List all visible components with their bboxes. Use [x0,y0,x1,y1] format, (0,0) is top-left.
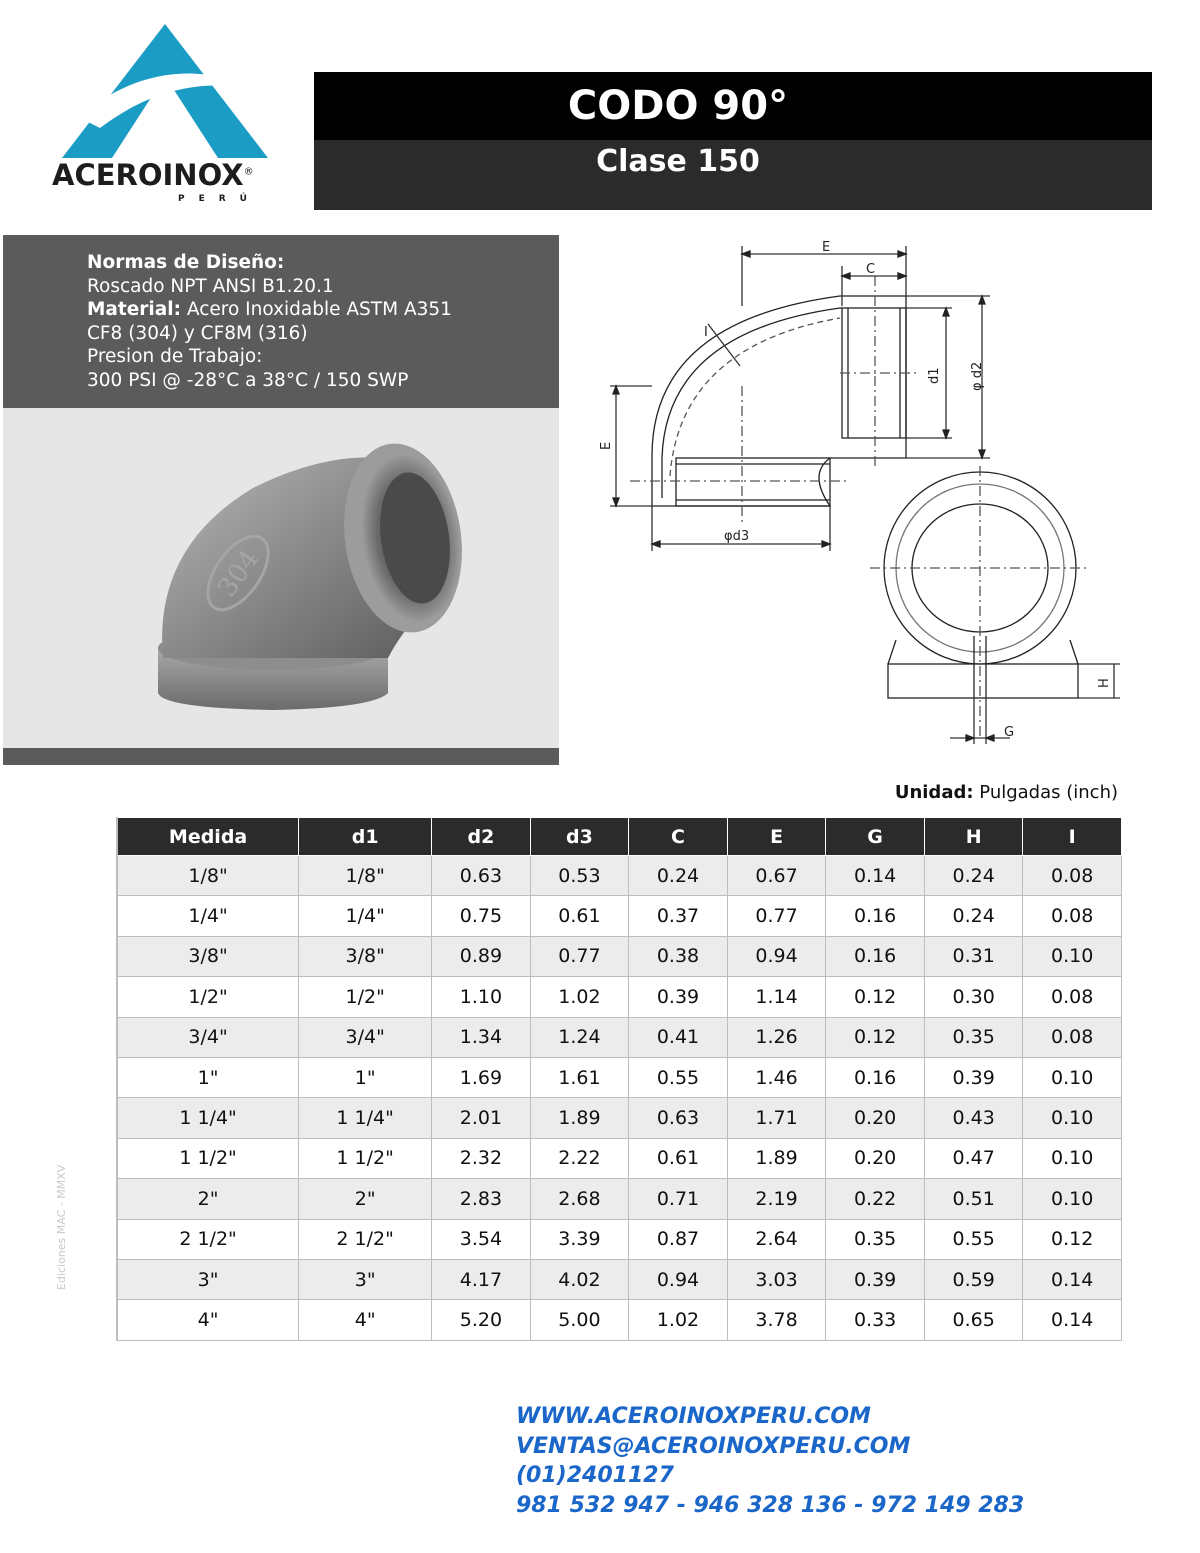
table-cell: 0.43 [924,1098,1023,1138]
page-subtitle: Clase 150 [596,144,760,179]
table-cell: 1 1/4" [299,1098,432,1138]
watermark: Ediciones MAC - MMXV [55,1164,68,1290]
table-cell: 0.10 [1023,1179,1122,1219]
table-cell: 1 1/4" [117,1098,299,1138]
table-cell: 1.69 [432,1057,531,1097]
col-d1: d1 [299,818,432,856]
table-cell: 0.37 [629,896,728,936]
table-row [117,1138,1122,1178]
elbow-fitting-image [3,408,559,748]
material-label: Material: [87,299,181,320]
table-cell: 1.34 [432,1017,531,1057]
table-cell: 0.39 [826,1259,925,1299]
table-cell: 5.00 [530,1300,629,1340]
dim-d3-label: φd3 [724,529,750,544]
norms-label: Normas de Diseño: [87,252,285,273]
table-cell: 0.30 [924,977,1023,1017]
table-cell: 1.46 [727,1057,826,1097]
table-cell: 1/4" [117,896,299,936]
col-g: G [826,818,925,856]
table-cell: 0.77 [530,936,629,976]
table-cell: 0.10 [1023,936,1122,976]
table-cell: 1.89 [727,1138,826,1178]
table-cell: 0.22 [826,1179,925,1219]
technical-drawing [590,236,1150,751]
table-cell: 1.89 [530,1098,629,1138]
table-cell: 2.32 [432,1138,531,1178]
table-cell: 3.39 [530,1219,629,1259]
aceroinox-logo [40,18,290,208]
table-cell: 0.38 [629,936,728,976]
table-cell: 1.02 [530,977,629,1017]
table-row [117,1179,1122,1219]
table-cell: 1 1/2" [299,1138,432,1178]
table-cell: 3" [299,1259,432,1299]
table-cell: 0.14 [826,856,925,896]
table-cell: 0.94 [629,1259,728,1299]
specs-box [3,235,559,408]
norms-value: Roscado NPT ANSI B1.20.1 [87,275,334,297]
table-cell: 2.64 [727,1219,826,1259]
col-h: H [924,818,1023,856]
table-cell: 0.10 [1023,1098,1122,1138]
header-bar [314,72,1152,210]
table-cell: 4.17 [432,1259,531,1299]
table-row [117,1300,1122,1340]
table-cell: 0.08 [1023,896,1122,936]
dim-C-label: C [866,262,876,277]
col-d2: d2 [432,818,531,856]
table-cell: 1.14 [727,977,826,1017]
table-cell: 0.89 [432,936,531,976]
table-cell: 0.33 [826,1300,925,1340]
table-cell: 0.35 [924,1017,1023,1057]
table-cell: 3" [117,1259,299,1299]
table-cell: 0.12 [1023,1219,1122,1259]
table-cell: 0.20 [826,1138,925,1178]
table-cell: 0.77 [727,896,826,936]
col-e: E [727,818,826,856]
table-cell: 0.31 [924,936,1023,976]
dim-d2-label: φ d2 [970,361,985,391]
unit-value: Pulgadas (inch) [979,782,1118,803]
table-cell: 2 1/2" [299,1219,432,1259]
stamp-text: 304 [212,544,266,603]
dim-d1-label: d1 [927,367,942,384]
table-cell: 4.02 [530,1259,629,1299]
table-cell: 1 1/2" [117,1138,299,1178]
header-title-strip [314,72,1152,140]
table-cell: 0.08 [1023,856,1122,896]
table-cell: 2" [117,1179,299,1219]
table-cell: 0.87 [629,1219,728,1259]
table-cell: 2.83 [432,1179,531,1219]
table-cell: 0.59 [924,1259,1023,1299]
table-cell: 0.14 [1023,1300,1122,1340]
table-cell: 0.61 [530,896,629,936]
table-cell: 0.51 [924,1179,1023,1219]
pressure-label: Presion de Trabajo: [87,346,263,367]
table-cell: 0.41 [629,1017,728,1057]
mobile-numbers: 981 532 947 - 946 328 136 - 972 149 283 [516,1492,1025,1518]
website-link[interactable]: WWW.ACEROINOXPERU.COM [516,1404,871,1429]
table-cell: 1.61 [530,1057,629,1097]
table-cell: 5.20 [432,1300,531,1340]
table-cell: 3.03 [727,1259,826,1299]
table-cell: 0.24 [924,856,1023,896]
product-photo [3,408,559,748]
table-cell: 1" [117,1057,299,1097]
table-cell: 0.16 [826,936,925,976]
table-row [117,1057,1122,1097]
table-cell: 0.24 [924,896,1023,936]
dim-E-side-label: E [599,441,614,450]
material-value-2: CF8 (304) y CF8M (316) [87,322,308,344]
table-cell: 2" [299,1179,432,1219]
col-medida: Medida [117,818,299,856]
table-cell: 2 1/2" [117,1219,299,1259]
table-cell: 4" [299,1300,432,1340]
table-cell: 3.78 [727,1300,826,1340]
table-cell: 0.47 [924,1138,1023,1178]
dim-H-label: H [1097,678,1112,688]
table-cell: 1.24 [530,1017,629,1057]
dim-E-top-label: E [822,240,831,255]
unit-label: Unidad: [894,782,974,803]
table-cell: 0.12 [826,1017,925,1057]
table-cell: 0.10 [1023,1057,1122,1097]
col-d3: d3 [530,818,629,856]
table-cell: 0.08 [1023,1017,1122,1057]
table-cell: 2.22 [530,1138,629,1178]
table-row [117,856,1122,896]
table-cell: 1/2" [117,977,299,1017]
table-cell: 0.55 [629,1057,728,1097]
table-cell: 1.71 [727,1098,826,1138]
table-cell: 0.39 [629,977,728,1017]
table-cell: 0.16 [826,896,925,936]
table-cell: 3/8" [299,936,432,976]
table-cell: 1/8" [299,856,432,896]
photo-footer-bar [3,748,559,765]
table-cell: 0.10 [1023,1138,1122,1178]
table-cell: 0.39 [924,1057,1023,1097]
table-cell: 0.53 [530,856,629,896]
table-cell: 1.02 [629,1300,728,1340]
table-cell: 0.71 [629,1179,728,1219]
table-row [117,1017,1122,1057]
dimensions-table [116,817,1122,1341]
table-cell: 0.65 [924,1300,1023,1340]
table-cell: 0.24 [629,856,728,896]
table-body [117,856,1122,1341]
material-value: Acero Inoxidable ASTM A351 [186,299,452,320]
table-cell: 1/8" [117,856,299,896]
table-cell: 0.94 [727,936,826,976]
table-row [117,1219,1122,1259]
dim-G-label: G [1004,725,1015,740]
unit-note [895,782,1118,803]
table-row [117,936,1122,976]
page-title: CODO 90° [567,83,789,129]
table-cell: 3.54 [432,1219,531,1259]
dim-I-label: I [704,325,708,340]
table-cell: 1/2" [299,977,432,1017]
table-cell: 0.61 [629,1138,728,1178]
table-cell: 0.67 [727,856,826,896]
table-cell: 2.01 [432,1098,531,1138]
table-header-row [117,818,1122,856]
header-subtitle-strip [314,140,1152,210]
table-cell: 4" [117,1300,299,1340]
table-cell: 3/4" [117,1017,299,1057]
table-cell: 3/4" [299,1017,432,1057]
table-cell: 1/4" [299,896,432,936]
contact-block [516,1402,1024,1520]
table-row [117,977,1122,1017]
table-row [117,896,1122,936]
col-i: I [1023,818,1122,856]
table-cell: 0.75 [432,896,531,936]
table-cell: 2.68 [530,1179,629,1219]
phone-number: (01)2401127 [516,1463,674,1488]
table-cell: 0.16 [826,1057,925,1097]
table-cell: 0.55 [924,1219,1023,1259]
table-cell: 1.10 [432,977,531,1017]
table-cell: 2.19 [727,1179,826,1219]
col-c: C [629,818,728,856]
table-cell: 0.63 [432,856,531,896]
table-row [117,1259,1122,1299]
table-cell: 0.08 [1023,977,1122,1017]
table-cell: 1" [299,1057,432,1097]
table-cell: 0.14 [1023,1259,1122,1299]
table-cell: 1.26 [727,1017,826,1057]
table-row [117,1098,1122,1138]
table-cell: 0.35 [826,1219,925,1259]
pressure-value: 300 PSI @ -28°C a 38°C / 150 SWP [87,369,409,391]
email-link[interactable]: VENTAS@ACEROINOXPERU.COM [516,1433,911,1459]
brand-country: PERÚ [178,194,261,204]
logo-a-icon [40,18,290,158]
table-cell: 0.20 [826,1098,925,1138]
table-cell: 0.12 [826,977,925,1017]
brand-name: ACEROINOX® [52,158,254,192]
table-cell: 0.63 [629,1098,728,1138]
table-cell: 3/8" [117,936,299,976]
